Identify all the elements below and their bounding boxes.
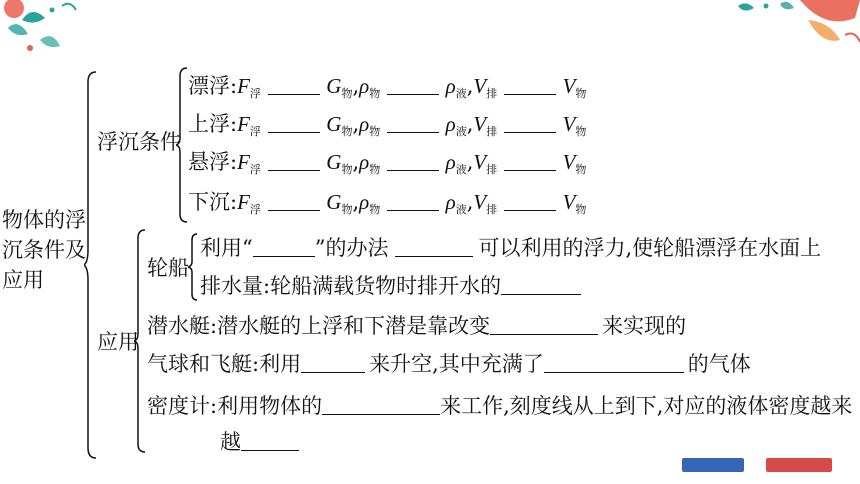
answer-blank[interactable] bbox=[395, 238, 473, 257]
application-heading: 应用 bbox=[97, 330, 139, 354]
balloon-line: 气球和飞艇:利用 来升空,其中充满了 的气体 bbox=[147, 352, 751, 376]
prev-page-button[interactable] bbox=[682, 458, 744, 472]
answer-blank[interactable] bbox=[268, 114, 320, 133]
answer-blank[interactable] bbox=[490, 316, 598, 335]
answer-blank[interactable] bbox=[504, 76, 556, 95]
corner-decoration-left bbox=[0, 0, 90, 60]
application-brace bbox=[134, 228, 146, 454]
answer-blank[interactable] bbox=[501, 276, 581, 295]
answer-blank[interactable] bbox=[504, 192, 556, 211]
main-brace bbox=[84, 70, 98, 460]
floating-row: 悬浮$:F_浮$ $G_物,\rho_物$ $\rho_液,V_排$ $V_物$ bbox=[188, 150, 587, 176]
ship-heading: 轮船 bbox=[147, 256, 189, 280]
floating-brace bbox=[176, 66, 188, 224]
next-page-button[interactable] bbox=[766, 458, 832, 472]
corner-decoration-right bbox=[730, 0, 860, 60]
answer-blank[interactable] bbox=[301, 354, 365, 373]
answer-blank[interactable] bbox=[387, 152, 439, 171]
answer-blank[interactable] bbox=[387, 192, 439, 211]
floating-row: 下沉$:F_浮$ $G_物,\rho_物$ $\rho_液,V_排$ $V_物$ bbox=[188, 190, 587, 216]
floating-heading: 浮沉条件 bbox=[97, 130, 181, 154]
answer-blank[interactable] bbox=[387, 76, 439, 95]
root-label-line2: 沉条件及 bbox=[2, 238, 86, 262]
hydrometer-line2: 越 bbox=[220, 430, 299, 454]
row-name: 悬浮 bbox=[188, 150, 230, 174]
answer-blank[interactable] bbox=[504, 114, 556, 133]
row-name: 上浮 bbox=[188, 112, 230, 136]
row-name: 漂浮 bbox=[188, 74, 230, 98]
answer-blank[interactable] bbox=[387, 114, 439, 133]
ship-line2: 排水量:轮船满载货物时排开水的 bbox=[200, 274, 581, 298]
row-name: 下沉 bbox=[188, 190, 230, 214]
answer-blank[interactable] bbox=[268, 192, 320, 211]
answer-blank[interactable] bbox=[544, 354, 684, 373]
answer-blank[interactable] bbox=[322, 396, 440, 415]
answer-blank[interactable] bbox=[253, 238, 315, 257]
root-label-line3: 应用 bbox=[2, 268, 44, 292]
ship-line1: 利用“ ”的办法 可以利用的浮力,使轮船漂浮在水面上 bbox=[200, 236, 822, 260]
submarine-line: 潜水艇:潜水艇的上浮和下潜是靠改变 来实现的 bbox=[147, 314, 687, 338]
ship-brace bbox=[188, 232, 198, 302]
hydrometer-line: 密度计:利用物体的 来工作,刻度线从上到下,对应的液体密度越来 bbox=[147, 394, 853, 418]
floating-row: 漂浮$:F_浮$ $G_物,\rho_物$ $\rho_液,V_排$ $V_物$ bbox=[188, 74, 587, 100]
answer-blank[interactable] bbox=[504, 152, 556, 171]
root-label-line1: 物体的浮 bbox=[2, 208, 86, 232]
answer-blank[interactable] bbox=[241, 432, 299, 451]
answer-blank[interactable] bbox=[268, 76, 320, 95]
answer-blank[interactable] bbox=[268, 152, 320, 171]
floating-row: 上浮$:F_浮$ $G_物,\rho_物$ $\rho_液,V_排$ $V_物$ bbox=[188, 112, 587, 138]
